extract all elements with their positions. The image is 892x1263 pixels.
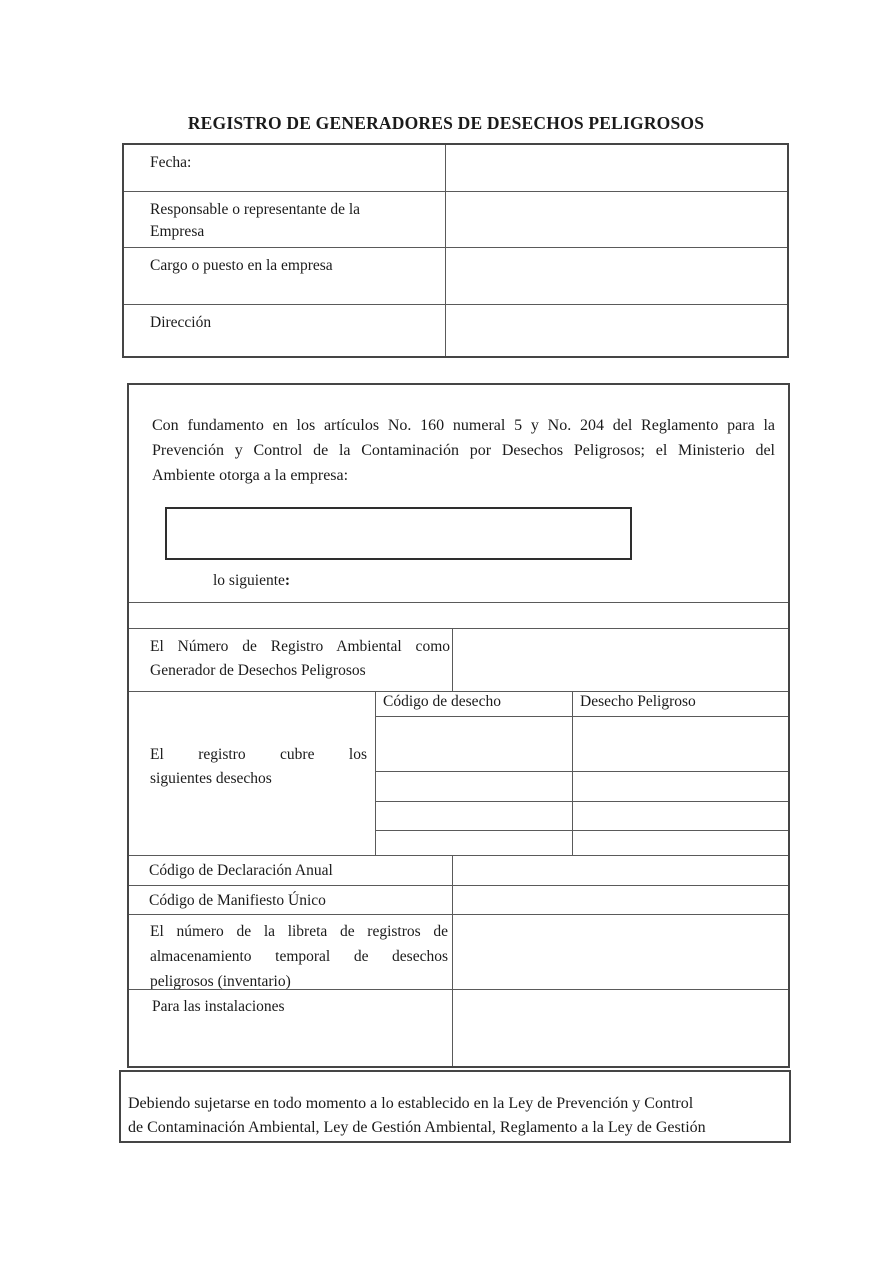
empty-spacer-row: [129, 602, 788, 628]
registro-ambiental-label: El Número de Registro Ambiental como Generador de Desechos Peligrosos: [129, 629, 453, 691]
wastes-header-row: [376, 692, 788, 717]
responsable-input-cell[interactable]: [446, 192, 787, 247]
wastes-label: El registro cubre los siguientes desechos: [129, 692, 376, 855]
cargo-input-cell[interactable]: [446, 248, 787, 304]
certificate-intro-row: [129, 385, 788, 602]
table-row: [129, 914, 788, 989]
table-row: [376, 831, 788, 855]
responsable-label: Responsable o representante de la Empresa: [124, 192, 446, 247]
direccion-label: Dirección: [124, 305, 446, 356]
libreta-input-cell[interactable]: [453, 915, 788, 989]
table-row: [376, 717, 788, 772]
manifiesto-unico-input-cell[interactable]: [453, 886, 788, 914]
waste-code-input-cell[interactable]: [376, 831, 573, 855]
table-row: [124, 304, 787, 356]
waste-name-input-cell[interactable]: [573, 831, 788, 855]
page-title: REGISTRO DE GENERADORES DE DESECHOS PELIGROSOS: [187, 113, 705, 133]
info-table: [122, 143, 789, 358]
fecha-input-cell[interactable]: [446, 145, 787, 191]
waste-name-input-cell[interactable]: [573, 717, 788, 771]
table-row: [129, 885, 788, 914]
table-row: [129, 855, 788, 885]
wastes-subtable: [376, 692, 788, 855]
waste-name-header: Desecho Peligroso: [580, 693, 696, 710]
instalaciones-input-cell[interactable]: [453, 990, 788, 1066]
waste-code-input-cell[interactable]: [376, 717, 573, 771]
waste-name-input-cell[interactable]: [573, 802, 788, 830]
declaracion-anual-input-cell[interactable]: [453, 856, 788, 885]
table-row: [124, 247, 787, 304]
cargo-label: Cargo o puesto en la empresa: [124, 248, 446, 304]
declaracion-anual-label: Código de Declaración Anual: [129, 856, 453, 885]
legal-intro-paragraph: Con fundamento en los artículos No. 160 numeral 5 y No. 204 del Reglamento para la Prevención y Control de la Contaminación por Desechos Peligrosos; el Ministerio del Ambiente otorga a la empresa:: [152, 417, 775, 484]
lo-siguiente-label: lo siguiente:: [213, 572, 291, 589]
certificate-table: [127, 383, 790, 1068]
table-row: [376, 802, 788, 831]
table-row: [376, 772, 788, 802]
waste-code-input-cell[interactable]: [376, 772, 573, 801]
table-row: [129, 628, 788, 691]
libreta-label: El número de la libreta de registros de almacenamiento temporal de desechos peligrosos (inventario): [129, 915, 453, 989]
waste-code-header: Código de desecho: [376, 692, 573, 716]
footer-paragraph: Debiendo sujetarse en todo momento a lo establecido en la Ley de Prevención y Control de Contaminación Ambiental, Ley de Gestión Ambiental, Reglamento a la Ley de Gestión: [128, 1095, 706, 1136]
waste-code-input-cell[interactable]: [376, 802, 573, 830]
direccion-input-cell[interactable]: [446, 305, 787, 356]
fecha-label: Fecha:: [124, 145, 446, 191]
table-row: [124, 191, 787, 247]
table-row: [124, 145, 787, 191]
instalaciones-label: Para las instalaciones: [129, 990, 453, 1066]
company-name-box[interactable]: [165, 507, 632, 560]
wastes-row: [129, 691, 788, 855]
registro-ambiental-input-cell[interactable]: [453, 629, 788, 691]
table-row: [129, 989, 788, 1066]
manifiesto-unico-label: Código de Manifiesto Único: [129, 886, 453, 914]
footer-box: [119, 1070, 791, 1143]
waste-name-input-cell[interactable]: [573, 772, 788, 801]
